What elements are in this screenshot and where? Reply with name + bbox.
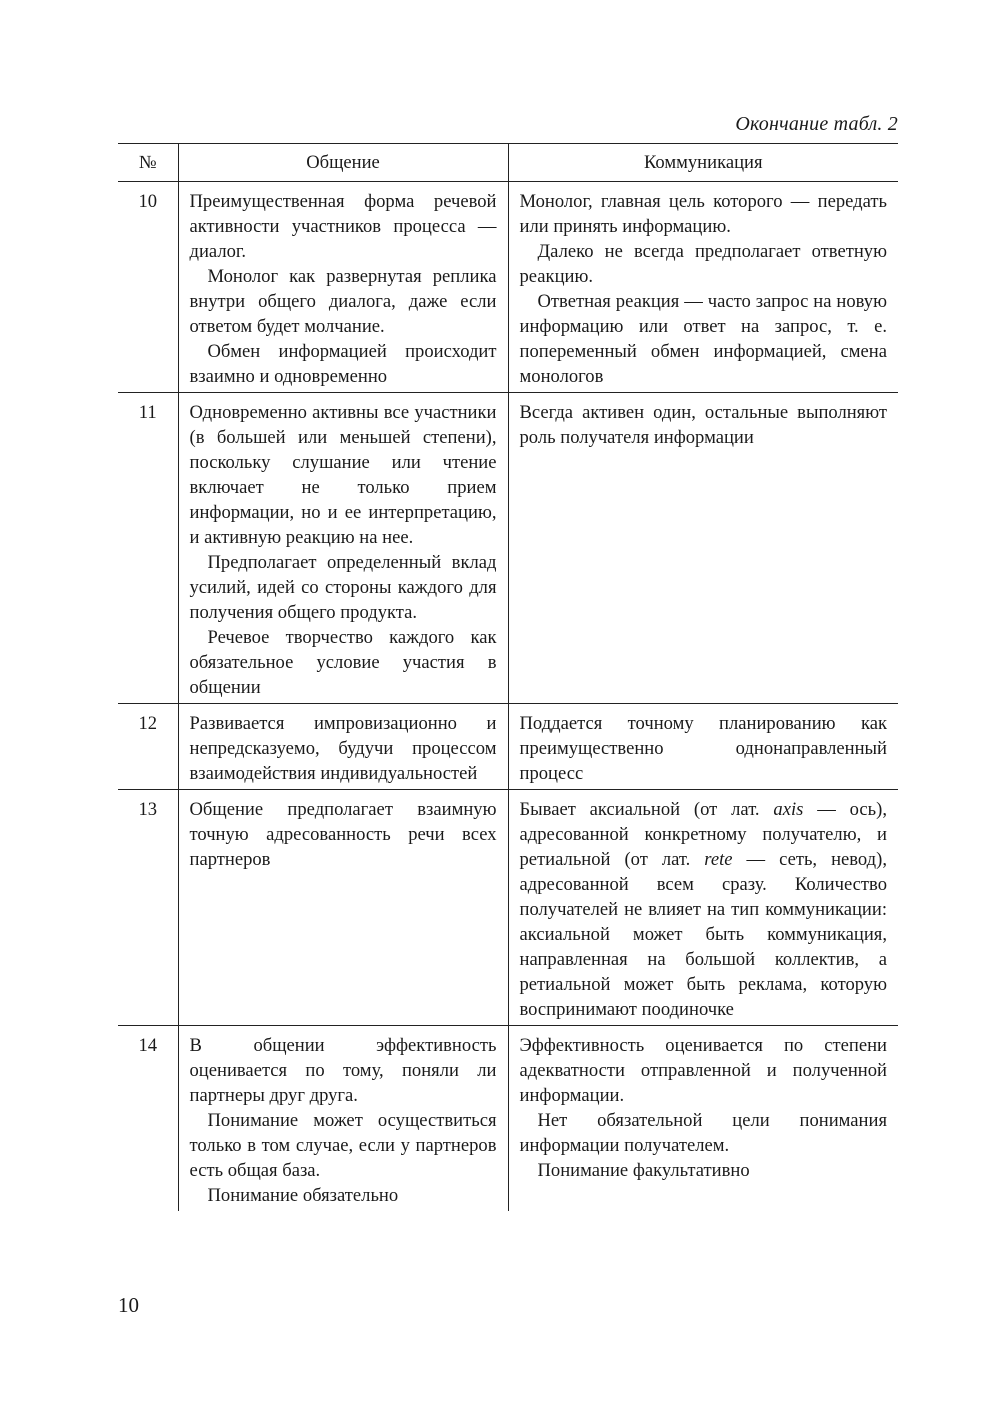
cell-kommunikatsiya xyxy=(508,1026,898,1212)
table-row xyxy=(118,790,898,1026)
paragraph: Обмен информацией происходит взаимно и одновременно xyxy=(189,341,497,387)
page-number: 10 xyxy=(118,1293,139,1317)
table-caption: Окончание табл. 2 xyxy=(735,113,898,135)
table-row xyxy=(118,393,898,704)
paragraph: Монолог как развернутая реплика внутри общего диалога, даже если ответом будет молчание. xyxy=(189,266,497,337)
paragraph: Монолог, главная цель которого — передать или принять информацию. xyxy=(519,191,887,237)
paragraph: Речевое творчество каждого как обязательное условие участия в общении xyxy=(189,627,497,698)
paragraph: Преимущественная форма речевой активности участников процесса — диалог. xyxy=(189,191,497,262)
cell-obshchenie xyxy=(178,182,508,393)
row-number: 12 xyxy=(118,704,178,790)
paragraph: Нет обязательной цели понимания информации получателем. xyxy=(519,1110,887,1156)
row-number: 14 xyxy=(138,1035,158,1056)
paragraph: Эффективность оценивается по степени адекватности отправленной и полученной информации. xyxy=(519,1035,887,1106)
paragraph: Понимание факультативно xyxy=(537,1160,750,1181)
paragraph: Далеко не всегда предполагает ответную реакцию. xyxy=(519,241,887,287)
paragraph: Ответная реакция — часто запрос на новую информацию или ответ на запрос, т. е. попеременный обмен информацией, смена монологов xyxy=(519,291,887,387)
cell-kommunikatsiya xyxy=(508,182,898,393)
paragraph: Общение предполагает взаимную точную адресованность речи всех партнеров xyxy=(189,799,497,870)
paragraph: Понимание обязательно xyxy=(207,1185,399,1206)
paragraph: В общении эффективность оценивается по тому, поняли ли партнеры друг друга. xyxy=(189,1035,497,1106)
cell-kommunikatsiya xyxy=(508,790,898,1026)
header-kommunikatsiya: Коммуникация xyxy=(508,144,898,182)
cell-kommunikatsiya xyxy=(508,704,898,790)
paragraph: Развивается импровизационно и непредсказуемо, будучи процессом взаимодействия индивидуальностей xyxy=(189,713,497,784)
cell-kommunikatsiya xyxy=(508,393,898,704)
comparison-table xyxy=(118,143,898,1211)
table-row xyxy=(118,182,898,393)
cell-obshchenie xyxy=(178,1026,508,1212)
cell-obshchenie xyxy=(178,393,508,704)
paragraph: Бывает аксиальной (от лат. axis — ось), адресованной конкретному получателю, и ретиальной (от лат. rete — сеть, невод), адресованной всем сразу. Количество получателей не влияет на тип коммуникации: аксиальной может быть коммуникация, направленная на большой коллектив, а ретиальной может быть реклама, которую воспринимают поодиночке xyxy=(519,799,887,1020)
row-number: 10 xyxy=(118,182,178,393)
header-number: № xyxy=(118,144,178,182)
paragraph: Поддается точному планированию как преимущественно однонаправленный процесс xyxy=(519,713,887,784)
row-number: 11 xyxy=(118,393,178,704)
table-row xyxy=(118,704,898,790)
cell-obshchenie xyxy=(178,704,508,790)
paragraph: Понимание может осуществиться только в том случае, если у партнеров есть общая база. xyxy=(189,1110,497,1181)
table-header-row xyxy=(118,144,898,182)
paragraph: Всегда активен один, остальные выполняют роль получателя информации xyxy=(519,402,887,448)
row-number: 13 xyxy=(118,790,178,1026)
paragraph: Предполагает определенный вклад усилий, идей со стороны каждого для получения общего продукта. xyxy=(189,552,497,623)
paragraph: Одновременно активны все участники (в большей или меньшей степени), поскольку слушание или чтение включает не только прием информации, но и ее интерпретацию, и активную реакцию на нее. xyxy=(189,402,497,548)
table-row xyxy=(118,1026,898,1212)
cell-obshchenie xyxy=(178,790,508,1026)
header-obshchenie: Общение xyxy=(178,144,508,182)
